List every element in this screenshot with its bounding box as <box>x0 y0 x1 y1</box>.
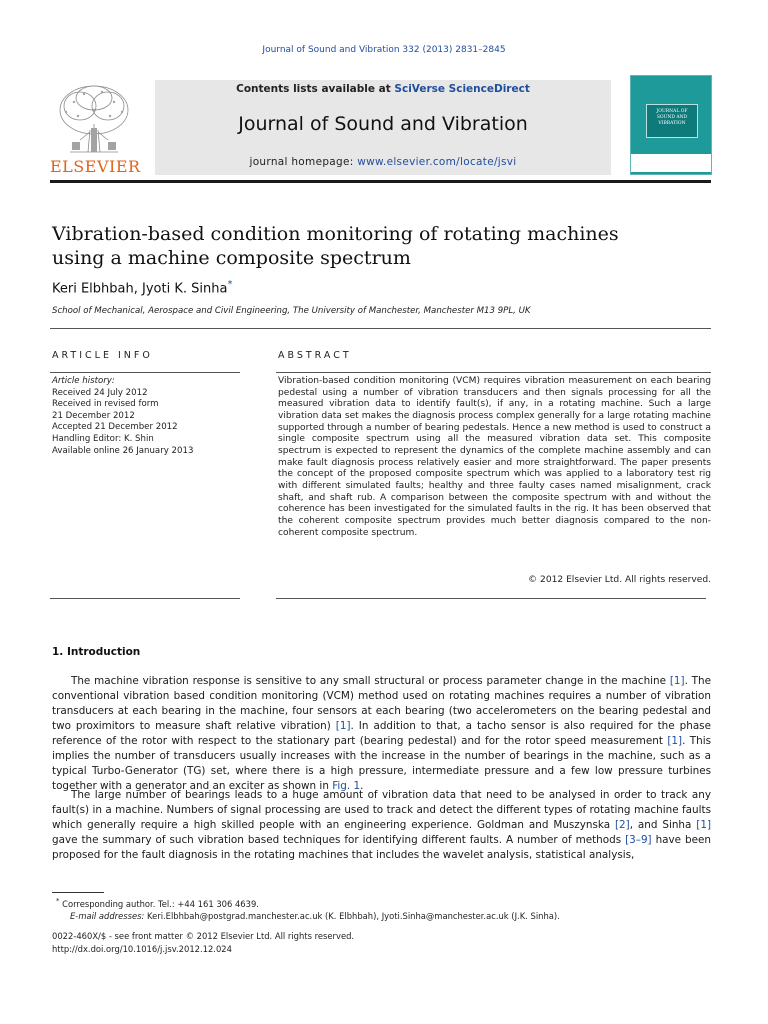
author-list: Keri Elbhbah, Jyoti K. Sinha* <box>52 279 233 297</box>
ref-link[interactable]: [1] <box>667 735 683 747</box>
elsevier-wordmark: ELSEVIER <box>50 157 141 176</box>
section-heading-introduction: 1. Introduction <box>52 646 141 658</box>
doi-link[interactable]: http://dx.doi.org/10.1016/j.jsv.2012.12.024 <box>52 943 232 954</box>
homepage-line: journal homepage: www.elsevier.com/locate/jsvi <box>249 156 517 168</box>
email-addresses[interactable]: Keri.Elbhbah@postgrad.manchester.ac.uk (K. Elbhbah), Jyoti.Sinha@manchester.ac.uk (J.K. Sinha). <box>144 911 560 922</box>
sciencedirect-link[interactable]: SciVerse ScienceDirect <box>394 83 530 95</box>
ref-link[interactable]: [1] <box>696 819 711 831</box>
title-divider <box>50 328 711 329</box>
corresponding-author-mark[interactable]: * <box>227 279 233 290</box>
cover-footer <box>631 154 711 172</box>
article-info-heading: ARTICLE INFO <box>52 350 153 361</box>
publication-info <box>52 930 354 955</box>
history-item: Available online 26 January 2013 <box>52 445 194 456</box>
elsevier-logo <box>50 80 141 176</box>
history-heading: Article history: <box>52 376 115 386</box>
intro-paragraph-2: The large number of bearings leads to a huge amount of vibration data that need to be analysed in order to track any fault(s) in a machine. Numbers of signal processing are used to track and detect the different types of rotating machine faults which generally require a high skilled people with an engineering experience. Goldman and Muszynska [2], and Sinha [1] gave the summary of such vibration based techniques for identifying different faults. A number of methods [3–9] have been proposed for the fault diagnosis in the rotating machines that includes the wavelet analysis, statistical analysis, <box>52 789 711 861</box>
journal-banner <box>155 80 611 175</box>
affiliation: School of Mechanical, Aerospace and Civil Engineering, The University of Manchester, Manchester M13 9PL, UK <box>52 306 531 316</box>
abstract-divider <box>276 372 711 373</box>
article-title: Vibration-based condition monitoring of rotating machines using a machine composite spectrum <box>52 223 619 269</box>
header-divider <box>50 180 711 183</box>
ref-link[interactable]: [1] <box>669 675 685 687</box>
journal-citation[interactable]: Journal of Sound and Vibration 332 (2013) 2831–2845 <box>262 45 506 55</box>
history-item: Received in revised form <box>52 399 159 410</box>
article-history <box>52 376 242 457</box>
history-item: Received 24 July 2012 <box>52 387 148 398</box>
abstract-heading: ABSTRACT <box>278 350 352 361</box>
front-matter-line: 0022-460X/$ - see front matter © 2012 Elsevier Ltd. All rights reserved. <box>52 931 355 941</box>
journal-cover <box>630 75 712 175</box>
elsevier-tree-icon <box>50 80 138 158</box>
abstract-copyright: © 2012 Elsevier Ltd. All rights reserved. <box>528 575 711 585</box>
article-info-divider <box>50 372 240 373</box>
footnote-divider <box>52 892 104 893</box>
ref-link[interactable]: [1] <box>335 720 351 732</box>
intro-paragraph-1: The machine vibration response is sensitive to any small structural or process parameter change in the machine [1]. The conventional vibration based condition monitoring (VCM) method used on rotating machines requires a number of vibration transducers at each bearing in the machine, four sensors at each bearing (two accelerometers on the bearing pedestal and two proximitors to measure shaft relative vibration) [1]. In addition to that, a tacho sensor is also required for the phase reference of the rotor with respect to the stationary part (bearing pedestal) and for the rotor speed measurement [1]. This implies the number of transducers usually increases with the increase in the number of bearings in the machine, such as a typical Turbo-Generator (TG) set, where there is a high pressure, intermediate pressure and a few low pressure turbines together with a generator and an exciter as shown in Fig. 1. <box>52 675 711 792</box>
ref-link[interactable]: [3–9] <box>625 834 652 846</box>
figure-link[interactable]: Fig. 1 <box>332 780 361 792</box>
history-item: Handling Editor: K. Shin <box>52 433 154 444</box>
article-info-bottom-divider <box>50 598 240 599</box>
cover-title-box: JOURNAL OF SOUND AND VIBRATION <box>646 104 698 138</box>
ref-link[interactable]: [2] <box>614 819 630 831</box>
contents-line: Contents lists available at SciVerse ScienceDirect <box>236 83 530 95</box>
abstract-bottom-divider <box>276 598 706 599</box>
homepage-link[interactable]: www.elsevier.com/locate/jsvi <box>357 156 517 168</box>
journal-title: Journal of Sound and Vibration <box>238 113 528 135</box>
history-item: Accepted 21 December 2012 <box>52 422 178 433</box>
abstract-text: Vibration-based condition monitoring (VCM) requires vibration measurement on each bearing pedestal using a number of vibration transducers and then signals processing for all the measured vibration data to identify fault(s), if any, in a rotating machine. Such a large vibration data set makes the diagnosis process complex generally for a large rotating machine supported through a number of bearing pedestals. Hence a new method is used to construct a single composite spectrum using all the measured vibration data set. This composite spectrum is expected to represent the dynamics of the complete machine assembly and can make fault diagnosis process relatively easier and more straightforward. The paper presents the concept of the proposed composite spectrum which was applied to a laboratory test rig with different simulated faults; healthy and three faulty cases named misalignment, crack shaft, and shaft rub. A comparison between the composite spectrum with and without the coherence has been investigated for the simulated faults in the rig. It has been observed that the coherent composite spectrum provides much better diagnosis compared to the non-coherent composite spectrum. <box>278 376 711 538</box>
footnote: * Corresponding author. Tel.: +44 161 306 4639. E-mail addresses: Keri.Elbhbah@postgrad.manchester.ac.uk (K. Elbhbah), Jyoti.Sinha@manchester.ac.uk (J.K. Sinha). <box>56 897 560 922</box>
footnote-mark: * <box>56 897 60 905</box>
history-item: 21 December 2012 <box>52 410 135 421</box>
